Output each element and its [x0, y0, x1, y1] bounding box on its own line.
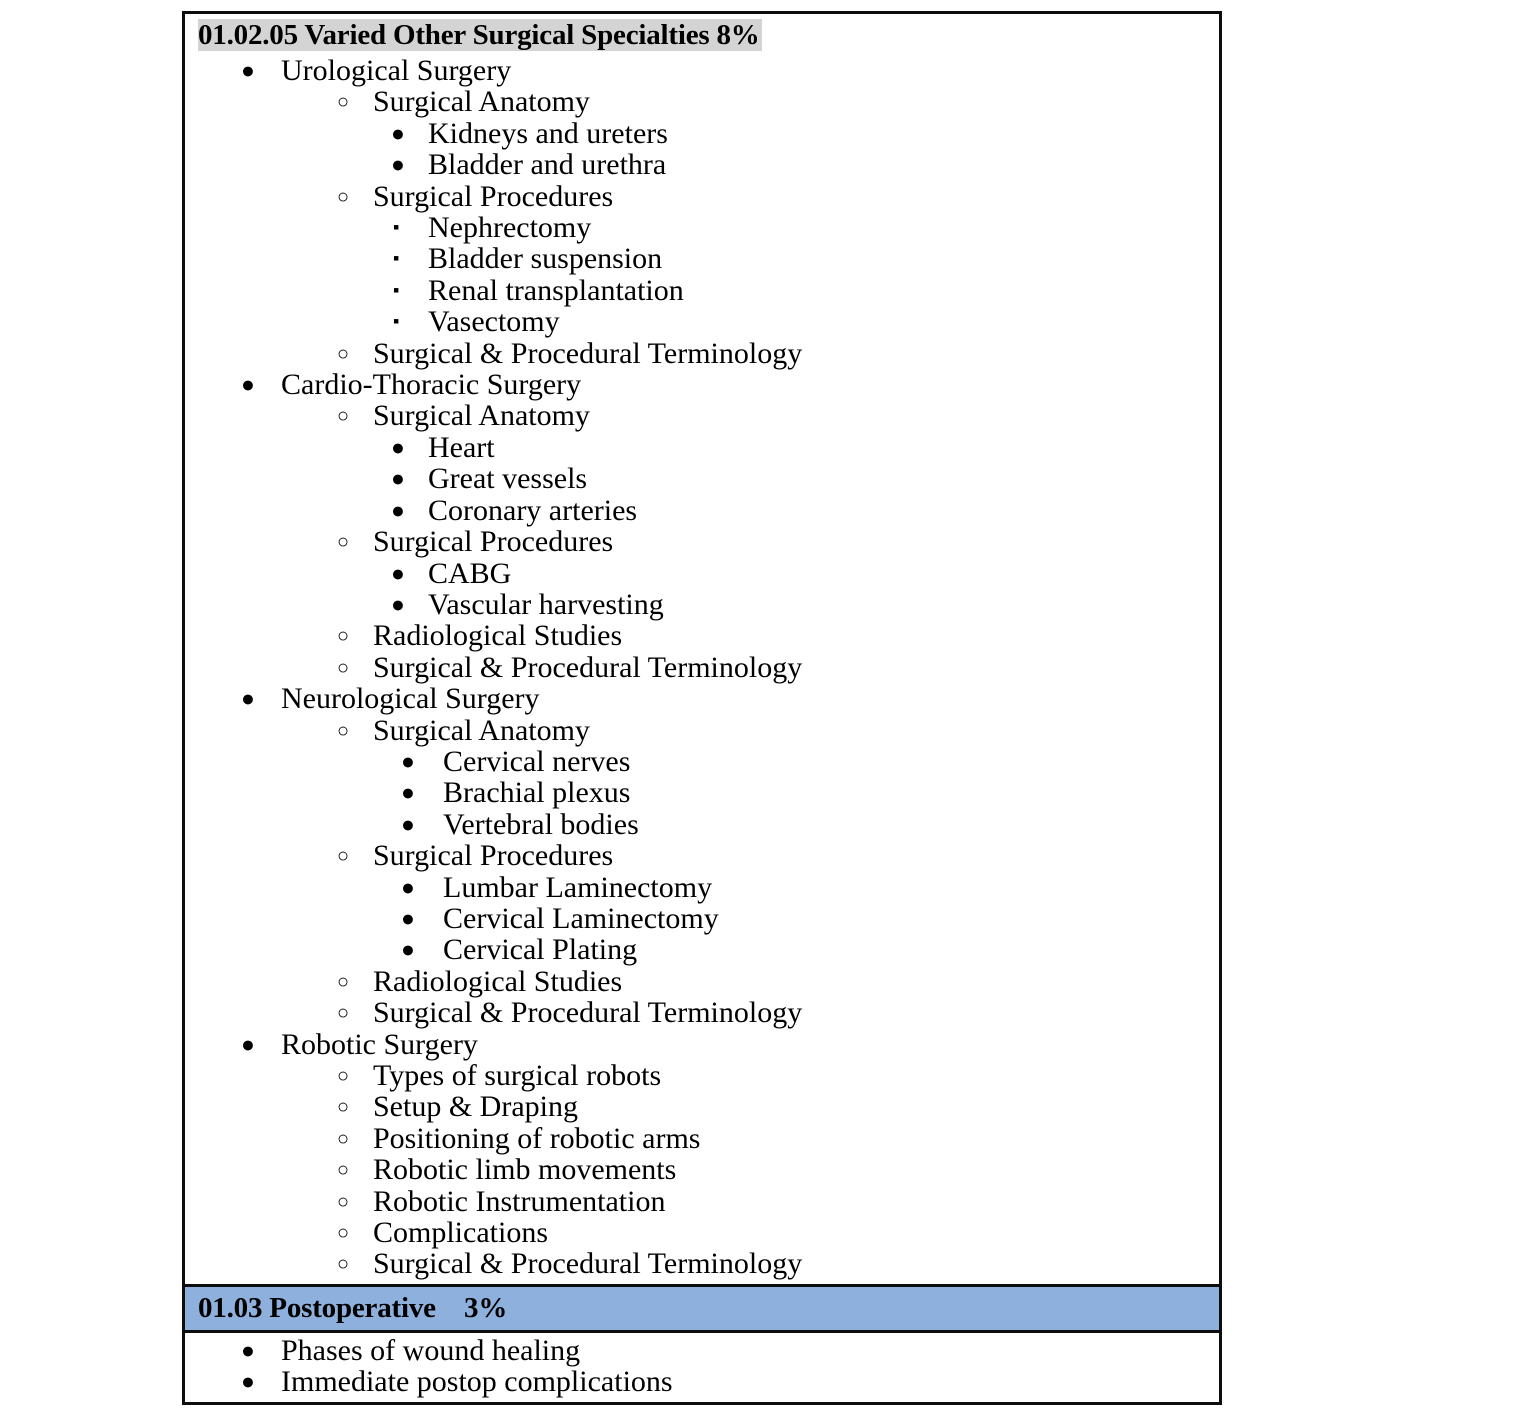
- outline-item: [185, 463, 1219, 494]
- outline-item-label: Cervical Laminectomy: [443, 901, 719, 935]
- disc-bullet-icon: ●: [401, 937, 415, 963]
- disc-bullet-icon: ●: [391, 434, 405, 460]
- outline-item: [185, 809, 1219, 840]
- disc-bullet-icon: ●: [391, 560, 405, 586]
- outline-item: [185, 746, 1219, 777]
- outline-item-label: Surgical Anatomy: [373, 85, 590, 119]
- outline-item: [185, 683, 1219, 714]
- circle-bullet-icon: ○: [337, 531, 350, 554]
- circle-bullet-icon: ○: [337, 1222, 350, 1245]
- outline-item: [185, 369, 1219, 400]
- disc-bullet-icon: ●: [241, 686, 255, 712]
- outline-item: [185, 1060, 1219, 1091]
- outline-item-label: Phases of wound healing: [281, 1333, 581, 1367]
- outline-item-label: Robotic Instrumentation: [373, 1184, 666, 1218]
- circle-bullet-icon: ○: [337, 405, 350, 428]
- outline-item-label: Surgical Anatomy: [373, 399, 590, 433]
- outline-item-label: Cervical Plating: [443, 933, 638, 967]
- disc-bullet-icon: ●: [241, 372, 255, 398]
- outline-item: [185, 652, 1219, 683]
- disc-bullet-icon: ●: [241, 1369, 255, 1395]
- section-items-01-03: [185, 1333, 1219, 1402]
- outline-item: [185, 181, 1219, 212]
- circle-bullet-icon: ○: [337, 1065, 350, 1087]
- section-heading-01-03: 01.03 Postoperative 3%: [185, 1287, 1219, 1330]
- circle-bullet-icon: ○: [337, 1253, 350, 1276]
- outline-item: [185, 118, 1219, 149]
- outline-item: [185, 840, 1219, 871]
- outline-item-label: Lumbar Laminectomy: [443, 870, 713, 904]
- outline-item: [185, 1335, 1219, 1366]
- circle-bullet-icon: ○: [337, 719, 350, 742]
- outline-item-label: Positioning of robotic arms: [373, 1121, 701, 1155]
- outline-item: [185, 306, 1219, 337]
- outline-item: [185, 558, 1219, 589]
- outline-item-label: Kidneys and ureters: [428, 116, 668, 150]
- outline-item-label: Robotic Surgery: [281, 1027, 478, 1061]
- disc-bullet-icon: ●: [391, 497, 405, 523]
- disc-bullet-icon: ●: [401, 780, 415, 806]
- outline-item-label: Immediate postop complications: [281, 1365, 673, 1399]
- disc-bullet-icon: ●: [401, 905, 415, 931]
- outline-item-label: Surgical & Procedural Terminology: [373, 650, 803, 684]
- outline-item: [185, 55, 1219, 86]
- outline-item: [185, 1366, 1219, 1397]
- outline-item: [185, 715, 1219, 746]
- square-bullet-icon: ▪: [393, 311, 400, 332]
- outline-item-label: Surgical Procedures: [373, 179, 614, 213]
- outline-table: [182, 11, 1222, 1405]
- outline-item: [185, 86, 1219, 117]
- circle-bullet-icon: ○: [337, 845, 350, 868]
- section-row-01-02-05: [185, 14, 1219, 1284]
- disc-bullet-icon: ●: [391, 152, 405, 178]
- outline-item-label: Urological Surgery: [281, 54, 512, 87]
- disc-bullet-icon: ●: [391, 466, 405, 492]
- outline-item: [185, 1029, 1219, 1060]
- outline-item-label: Surgical Anatomy: [373, 713, 590, 747]
- section-items-row-01-03: [185, 1330, 1219, 1402]
- circle-bullet-icon: ○: [337, 1190, 350, 1213]
- outline-item: [185, 1123, 1219, 1154]
- circle-bullet-icon: ○: [337, 970, 350, 993]
- outline-item-label: Surgical Procedures: [373, 839, 614, 873]
- outline-item-label: Surgical Procedures: [373, 525, 614, 559]
- outline-item-label: Coronary arteries: [428, 493, 638, 527]
- outline-item: [185, 777, 1219, 808]
- outline-item-label: Types of surgical robots: [373, 1059, 662, 1092]
- section-items-01-02-05: [185, 53, 1219, 1284]
- outline-item: [185, 1154, 1219, 1185]
- circle-bullet-icon: ○: [337, 1096, 350, 1119]
- outline-item-label: Cardio-Thoracic Surgery: [281, 368, 582, 402]
- outline-item: [185, 620, 1219, 651]
- circle-bullet-icon: ○: [337, 1002, 350, 1025]
- disc-bullet-icon: ●: [401, 874, 415, 900]
- outline-item-label: Renal transplantation: [428, 273, 684, 307]
- outline-item-label: Nephrectomy: [428, 211, 592, 245]
- outline-item-label: Vascular harvesting: [428, 587, 664, 621]
- disc-bullet-icon: ●: [391, 120, 405, 146]
- outline-item-label: Radiological Studies: [373, 619, 623, 653]
- section-heading-text: 01.02.05 Varied Other Surgical Specialties 8%: [198, 19, 760, 51]
- outline-item-label: Surgical & Procedural Terminology: [373, 336, 803, 370]
- square-bullet-icon: ▪: [393, 248, 400, 269]
- outline-item-label: Surgical & Procedural Terminology: [373, 1247, 803, 1281]
- outline-item: [185, 1217, 1219, 1248]
- outline-item-label: Cervical nerves: [443, 744, 631, 778]
- outline-item-label: Bladder suspension: [428, 242, 663, 276]
- outline-item-label: Robotic limb movements: [373, 1153, 677, 1187]
- disc-bullet-icon: ●: [241, 58, 255, 83]
- outline-item: [185, 243, 1219, 274]
- outline-item: [185, 589, 1219, 620]
- outline-item-label: Radiological Studies: [373, 964, 623, 998]
- outline-item: [185, 872, 1219, 903]
- outline-item-label: CABG: [428, 556, 512, 590]
- outline-item: [185, 934, 1219, 965]
- disc-bullet-icon: ●: [401, 748, 415, 774]
- outline-item-label: Complications: [373, 1216, 548, 1250]
- outline-item: [185, 149, 1219, 180]
- outline-item: [185, 526, 1219, 557]
- disc-bullet-icon: ●: [241, 1031, 255, 1057]
- outline-item: [185, 400, 1219, 431]
- section-heading-01-02-05: [185, 14, 1219, 53]
- outline-item: [185, 1186, 1219, 1217]
- outline-item-label: Bladder and urethra: [428, 148, 667, 182]
- outline-item-label: Great vessels: [428, 462, 588, 496]
- square-bullet-icon: ▪: [393, 279, 400, 300]
- outline-item: [185, 966, 1219, 997]
- outline-item: [185, 275, 1219, 306]
- outline-item: [185, 903, 1219, 934]
- outline-item: [185, 338, 1219, 369]
- circle-bullet-icon: ○: [337, 1159, 350, 1182]
- circle-bullet-icon: ○: [337, 185, 350, 208]
- outline-item: [185, 1248, 1219, 1279]
- outline-item-label: Vertebral bodies: [443, 807, 639, 841]
- outline-item: [185, 212, 1219, 243]
- outline-item-label: Setup & Draping: [373, 1090, 578, 1124]
- outline-item-label: Vasectomy: [428, 305, 560, 339]
- outline-item-label: Neurological Surgery: [281, 682, 540, 716]
- circle-bullet-icon: ○: [337, 91, 350, 114]
- disc-bullet-icon: ●: [241, 1337, 255, 1363]
- outline-item: [185, 1091, 1219, 1122]
- outline-item-label: Heart: [428, 430, 495, 464]
- circle-bullet-icon: ○: [337, 342, 350, 365]
- disc-bullet-icon: ●: [401, 811, 415, 837]
- circle-bullet-icon: ○: [337, 656, 350, 679]
- section-row-01-03: [185, 1284, 1219, 1330]
- outline-item: [185, 997, 1219, 1028]
- disc-bullet-icon: ●: [391, 591, 405, 617]
- outline-item-label: Brachial plexus: [443, 776, 631, 810]
- outline-item: [185, 432, 1219, 463]
- outline-item: [185, 495, 1219, 526]
- circle-bullet-icon: ○: [337, 625, 350, 648]
- circle-bullet-icon: ○: [337, 1127, 350, 1150]
- square-bullet-icon: ▪: [393, 217, 400, 238]
- outline-item-label: Surgical & Procedural Terminology: [373, 996, 803, 1030]
